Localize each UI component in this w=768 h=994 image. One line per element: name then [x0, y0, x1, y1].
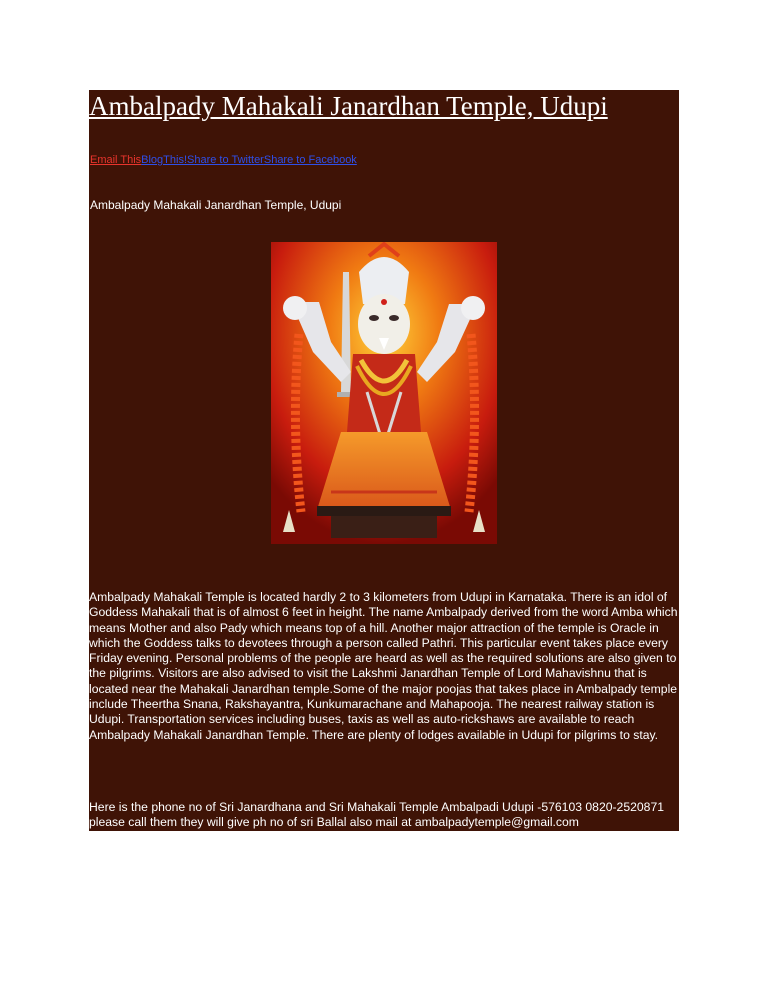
article-panel	[89, 90, 679, 831]
share-links	[90, 154, 357, 167]
share-facebook-link[interactable]: Share to Facebook	[263, 154, 357, 166]
email-this-link[interactable]: Email This	[90, 154, 142, 166]
article-body: Ambalpady Mahakali Temple is located hardly 2 to 3 kilometers from Udupi in Karnataka. There is an idol of Goddess Mahakali that is of almost 6 feet in height. The name Ambalpady derived from the word Amba which means Mother and also Pady which means top of a hill. Another major attraction of the temple is Oracle in which the Goddess talks to devotees through a person called Pathri. This particular event takes place every Friday evening. Personal problems of the people are heard as well as the required solutions are also given to the pilgrims. Visitors are also advised to visit the Lakshmi Janardhan Temple of Lord Mahavishnu that is located near the Mahakali Janardhan temple.Some of the major poojas that takes place in Ambalpady temple include Theertha Snana, Rakshayantra, Kunkumarachane and Mahapooja. The nearest railway station is Udupi. Transportation services including buses, taxis as well as auto-rickshaws are available to reach Ambalpady Mahakali Janardhan Temple. There are plenty of lodges available in Udupi for pilgrims to stay.	[89, 590, 678, 742]
page-title: Ambalpady Mahakali Janardhan Temple, Udupi	[89, 91, 608, 121]
contact-info: Here is the phone no of Sri Janardhana and Sri Mahakali Temple Ambalpadi Udupi -576103 0820-2520871 please call them they will give ph no of sri Ballal also mail at ambalpadytemple@gmail.com	[89, 800, 665, 830]
share-twitter-link[interactable]: Share to Twitter	[187, 154, 264, 166]
temple-idol-image	[271, 242, 497, 544]
article-subtitle: Ambalpady Mahakali Janardhan Temple, Udupi	[90, 198, 342, 212]
blog-this-link[interactable]: BlogThis!	[141, 154, 188, 166]
